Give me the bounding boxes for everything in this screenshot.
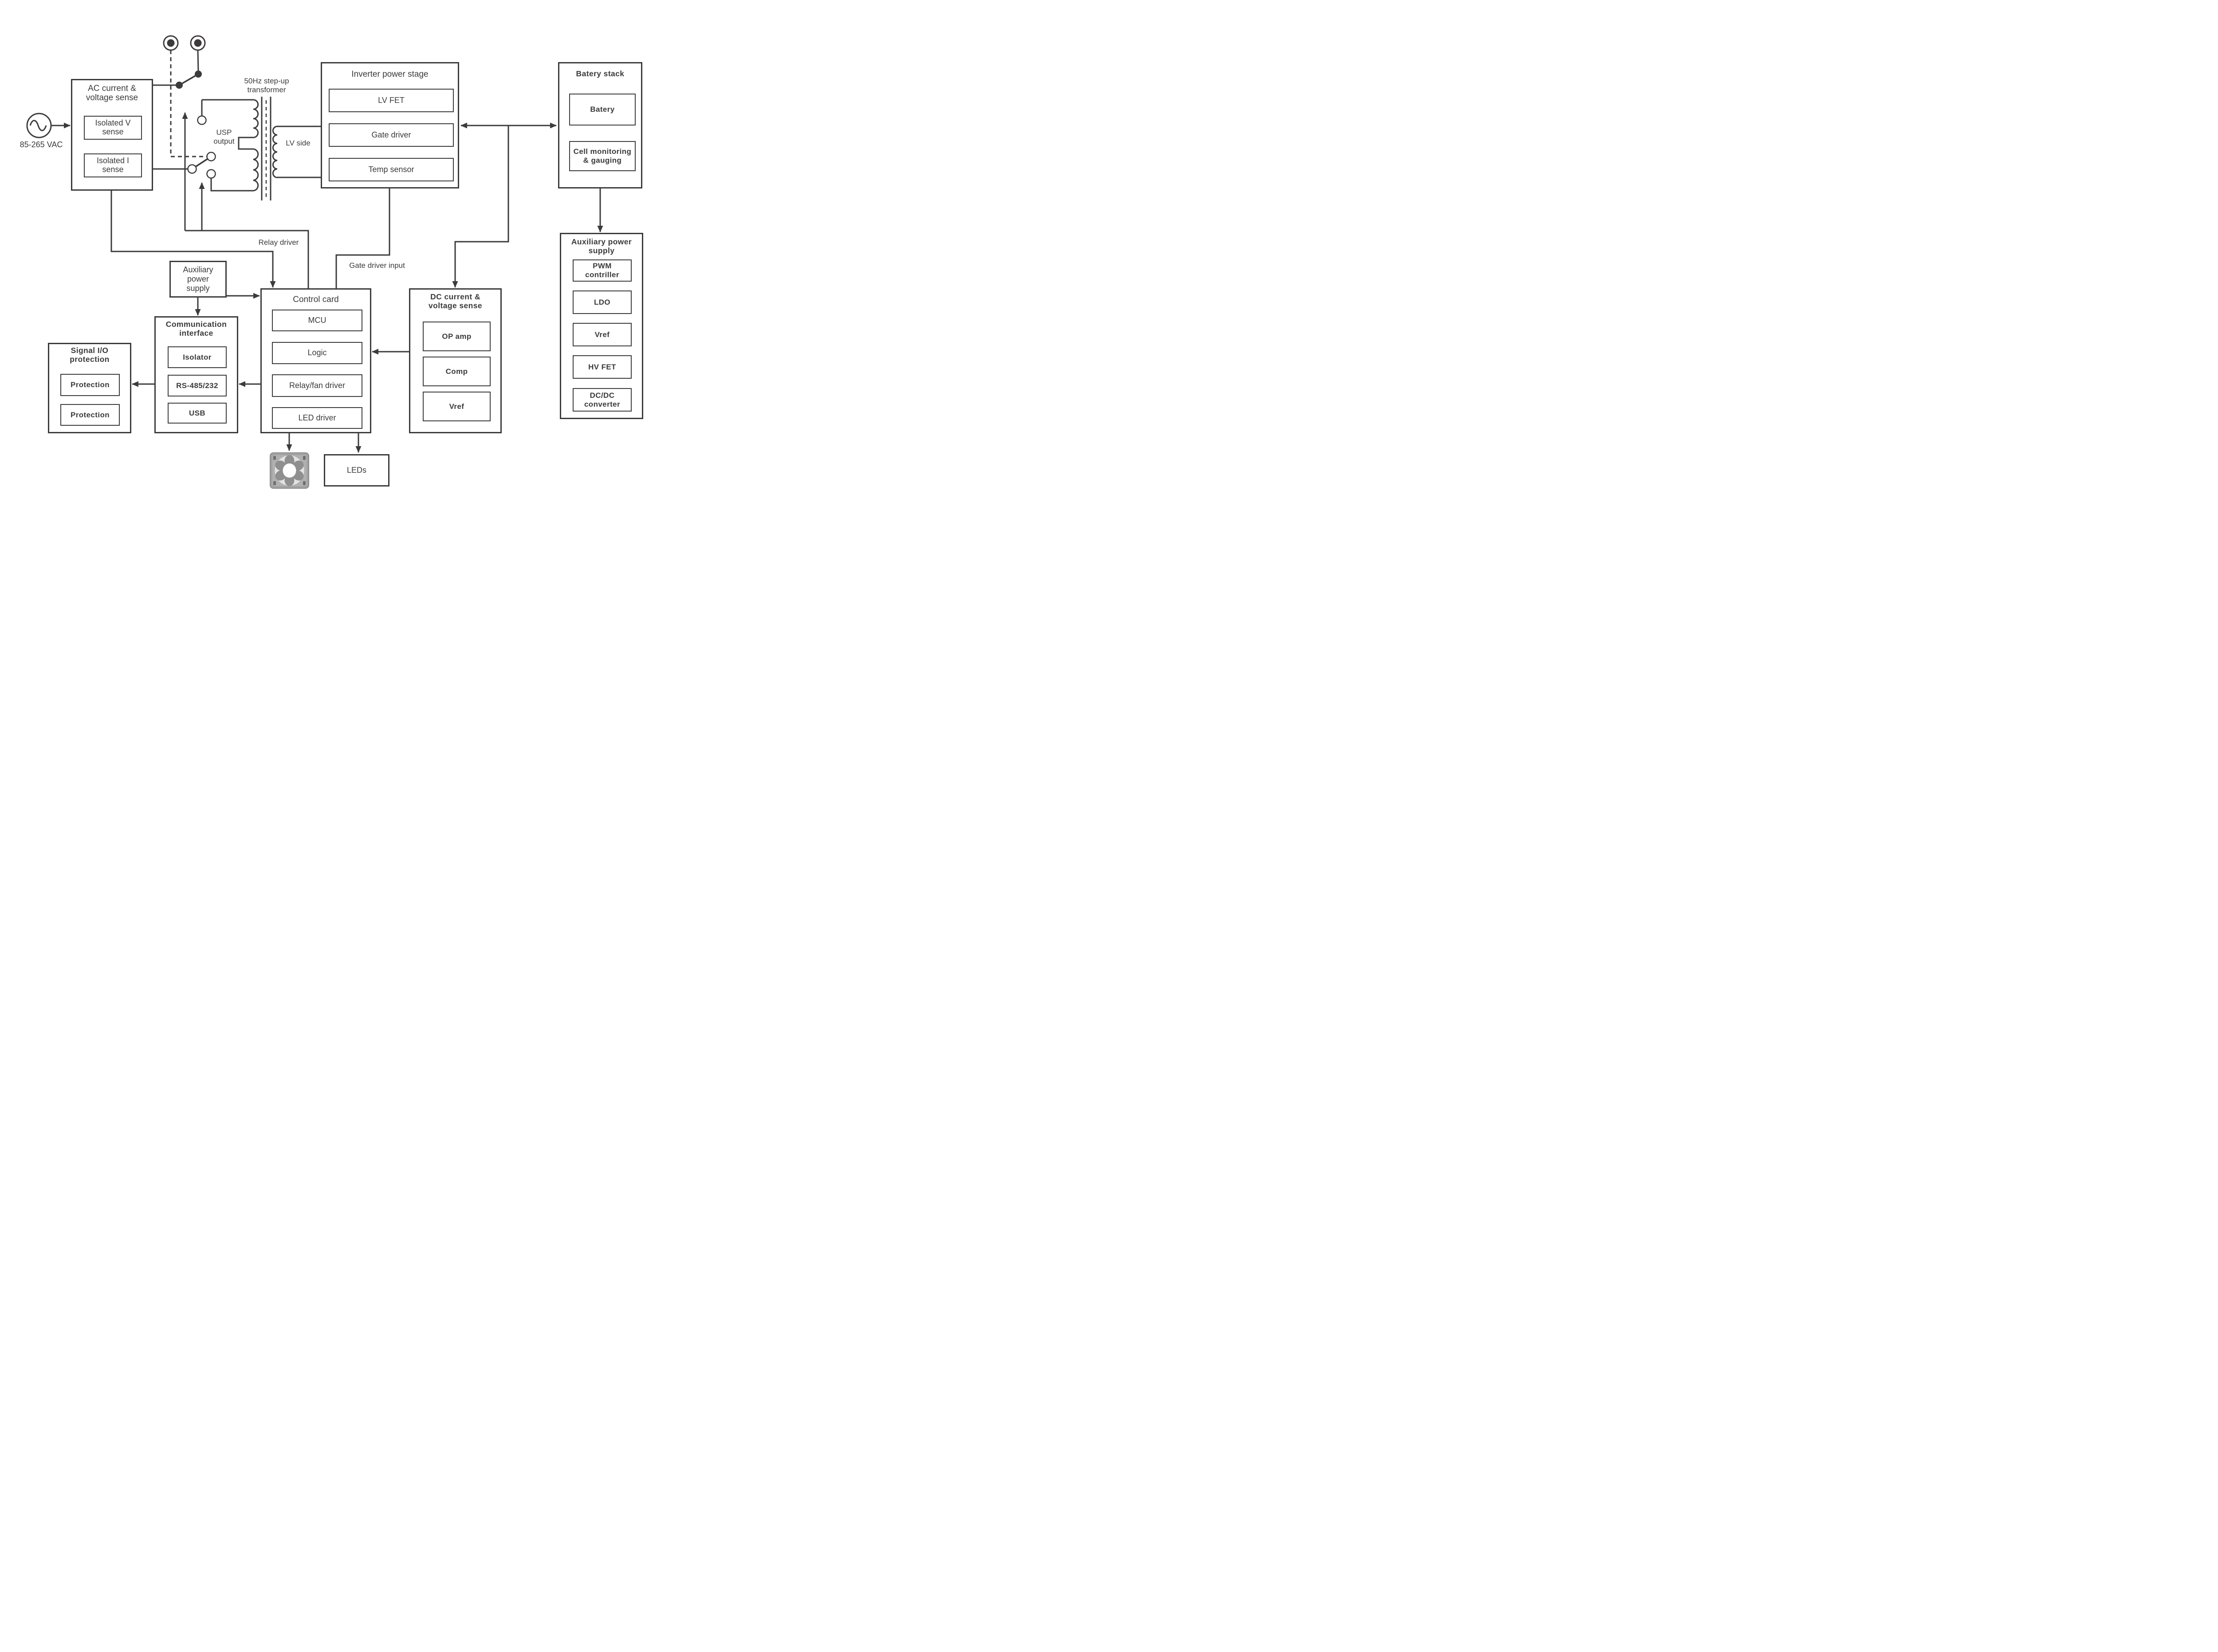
op-amp-block: OP amp [423, 322, 491, 351]
gate-driver-input-line [336, 188, 389, 288]
lv-fet-block: LV FET [329, 89, 454, 112]
leds-block [324, 454, 389, 487]
usb-block: USB [168, 403, 227, 424]
isolated-v-sense-block: Isolated V sense [84, 116, 142, 140]
aux-power-supply-title: Auxiliary power supply [571, 237, 632, 255]
dc-sense-title: DC current & voltage sense [429, 292, 482, 310]
ac-input-label: 85-265 VAC [20, 140, 63, 149]
battery-block: Batery [569, 94, 636, 126]
lower-relay-switch [153, 153, 253, 191]
gate-driver-input-label: Gate driver input [349, 261, 405, 270]
vref-block-aux: Vref [573, 323, 632, 346]
aux-power-supply-small-block [169, 261, 227, 298]
battery-stack-block [558, 62, 642, 188]
led-driver-block: LED driver [272, 407, 362, 429]
vref-block-dc: Vref [423, 392, 491, 421]
ac-sense-title: AC current & voltage sense [86, 84, 138, 103]
lv-side-label: LV side [286, 139, 311, 147]
inverter-title: Inverter power stage [351, 70, 429, 79]
ldo-block: LDO [573, 290, 632, 314]
transformer-label: 50Hz step-up transformer [244, 77, 289, 94]
protection-block-2: Protection [60, 404, 120, 426]
inverter-power-stage-block [321, 62, 459, 188]
ac-sense-block [71, 79, 153, 191]
ac-source-icon [27, 114, 70, 137]
logic-block: Logic [272, 342, 362, 364]
fan-icon [270, 452, 309, 491]
gate-driver-block: Gate driver [329, 123, 454, 147]
dc-sense-block [409, 288, 502, 433]
pwm-controller-block: PWM contriller [573, 259, 632, 282]
signal-io-title: Signal I/O protection [70, 346, 110, 364]
usp-output-label: USP output [213, 128, 235, 145]
block-diagram [0, 0, 685, 510]
relay-driver-label: Relay driver [258, 238, 299, 247]
rs485-232-block: RS-485/232 [168, 375, 227, 396]
battery-to-dc-sense-line [455, 126, 508, 287]
cell-monitoring-block: Cell monitoring & gauging [569, 141, 636, 171]
control-card-block [260, 288, 371, 433]
leds-label: LEDs [346, 465, 366, 475]
hv-fet-block: HV FET [573, 355, 632, 379]
temp-sensor-block: Temp sensor [329, 158, 454, 181]
transformer-symbol [198, 97, 321, 200]
aux-power-supply-block [560, 233, 643, 419]
mcu-block: MCU [272, 310, 362, 331]
aux-small-title: Auxiliary power supply [183, 265, 213, 293]
dcdc-converter-block: DC/DC converter [573, 388, 632, 412]
isolator-block: Isolator [168, 346, 227, 368]
comp-block: Comp [423, 357, 491, 386]
communication-interface-block [154, 316, 238, 433]
comm-title: Communication interface [165, 320, 227, 337]
control-card-title: Control card [293, 295, 339, 304]
upper-relay-switch [153, 36, 207, 157]
relay-fan-driver-block: Relay/fan driver [272, 374, 362, 397]
isolated-i-sense-block: Isolated I sense [84, 153, 142, 177]
protection-block-1: Protection [60, 374, 120, 396]
signal-io-protection-block [48, 343, 131, 433]
battery-stack-title: Batery stack [576, 69, 625, 78]
